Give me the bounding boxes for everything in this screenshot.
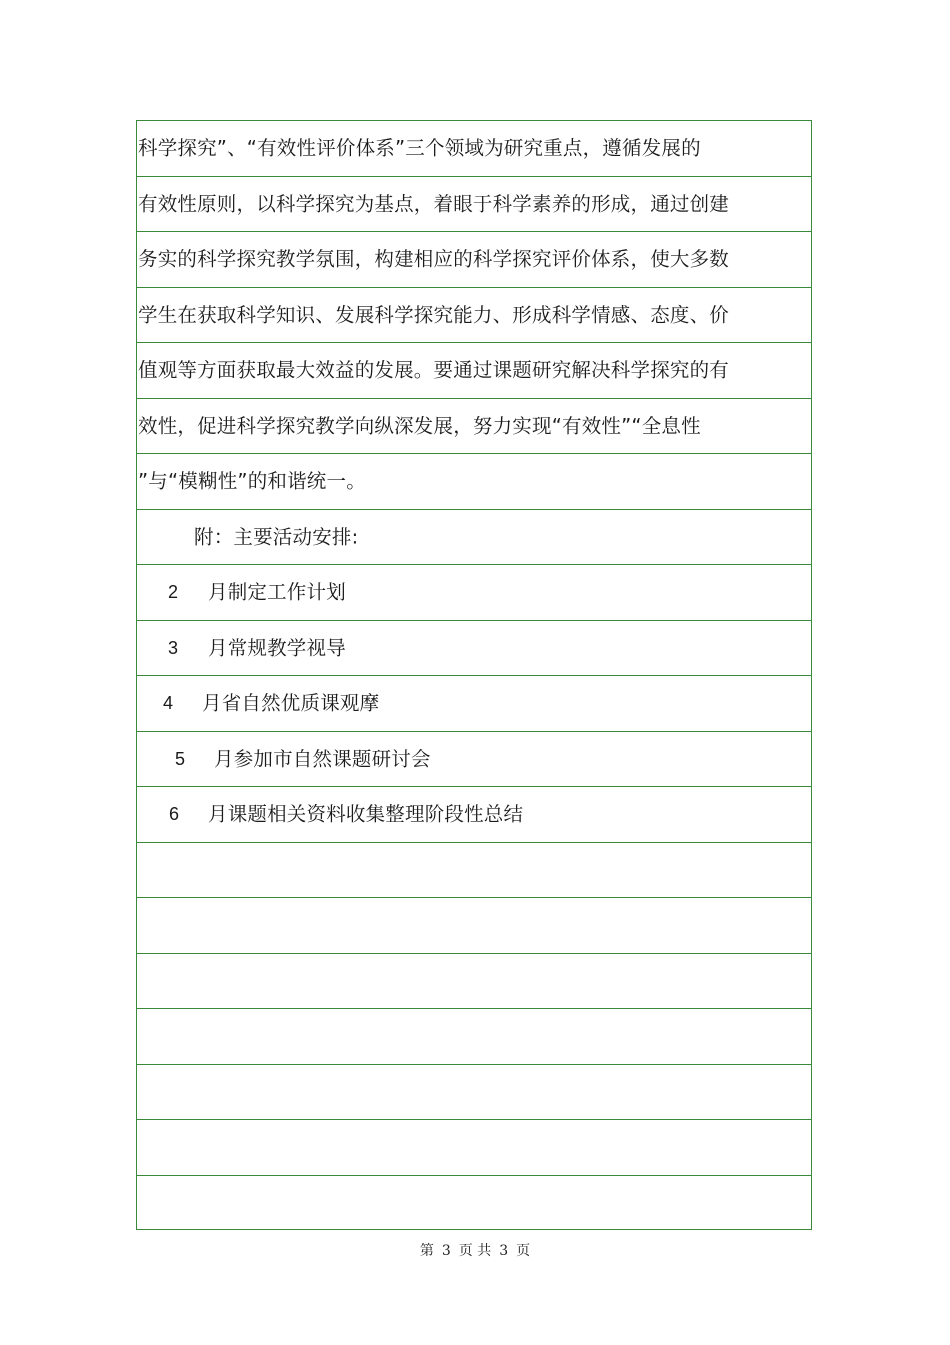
activity-month: 2 bbox=[168, 582, 179, 603]
footer-current-page: 3 bbox=[441, 1243, 451, 1259]
activity-row bbox=[137, 787, 811, 843]
text-row bbox=[137, 232, 811, 288]
blank-row bbox=[137, 1176, 811, 1232]
footer-suffix: 页 bbox=[516, 1243, 531, 1259]
activity-month: 6 bbox=[169, 804, 180, 825]
activity-text: 月常规教学视导 bbox=[208, 636, 346, 659]
paragraph-line: 有效性原则，以科学探究为基点，着眼于科学素养的形成，通过创建 bbox=[138, 192, 730, 215]
activity-row bbox=[137, 676, 811, 732]
text-row bbox=[137, 510, 811, 566]
activity-text: 月课题相关资料收集整理阶段性总结 bbox=[208, 802, 524, 826]
paragraph-line: 效性，促进科学探究教学向纵深发展，努力实现“有效性”“全息性 bbox=[138, 414, 701, 437]
text-row bbox=[137, 343, 811, 399]
activity-text: 月参加市自然课题研讨会 bbox=[214, 747, 431, 770]
text-row bbox=[137, 177, 811, 233]
text-row bbox=[137, 454, 811, 510]
paragraph-line: 值观等方面获取最大效益的发展。要通过课题研究解决科学探究的有 bbox=[138, 358, 730, 382]
footer-prefix: 第 bbox=[419, 1243, 434, 1259]
activity-month: 4 bbox=[163, 693, 174, 714]
blank-row bbox=[137, 843, 811, 899]
activity-month: 5 bbox=[175, 748, 186, 769]
page-footer bbox=[0, 1240, 950, 1260]
text-row bbox=[137, 399, 811, 455]
lined-page bbox=[136, 120, 812, 1230]
text-row bbox=[137, 288, 811, 344]
blank-row bbox=[137, 898, 811, 954]
activity-text: 月省自然优质课观摩 bbox=[202, 691, 380, 715]
blank-row bbox=[137, 1120, 811, 1176]
text-row bbox=[137, 121, 811, 177]
activity-row bbox=[137, 621, 811, 677]
paragraph-line: 务实的科学探究教学氛围，构建相应的科学探究评价体系，使大多数 bbox=[138, 247, 730, 271]
blank-row bbox=[137, 1009, 811, 1065]
activity-month: 3 bbox=[168, 637, 179, 658]
activity-text: 月制定工作计划 bbox=[208, 580, 346, 604]
activity-row bbox=[137, 565, 811, 621]
blank-row bbox=[137, 954, 811, 1010]
blank-row bbox=[137, 1065, 811, 1121]
appendix-heading: 附：主要活动安排: bbox=[194, 525, 359, 548]
footer-middle: 页 共 bbox=[458, 1243, 492, 1259]
activity-row bbox=[137, 732, 811, 788]
footer-total-pages: 3 bbox=[499, 1243, 509, 1259]
paragraph-line: 学生在获取科学知识、发展科学探究能力、形成科学情感、态度、价 bbox=[138, 303, 730, 326]
paragraph-line: 科学探究”、“有效性评价体系”三个领域为研究重点，遵循发展的 bbox=[138, 136, 701, 160]
paragraph-line: ”与“模糊性”的和谐统一。 bbox=[138, 469, 366, 493]
